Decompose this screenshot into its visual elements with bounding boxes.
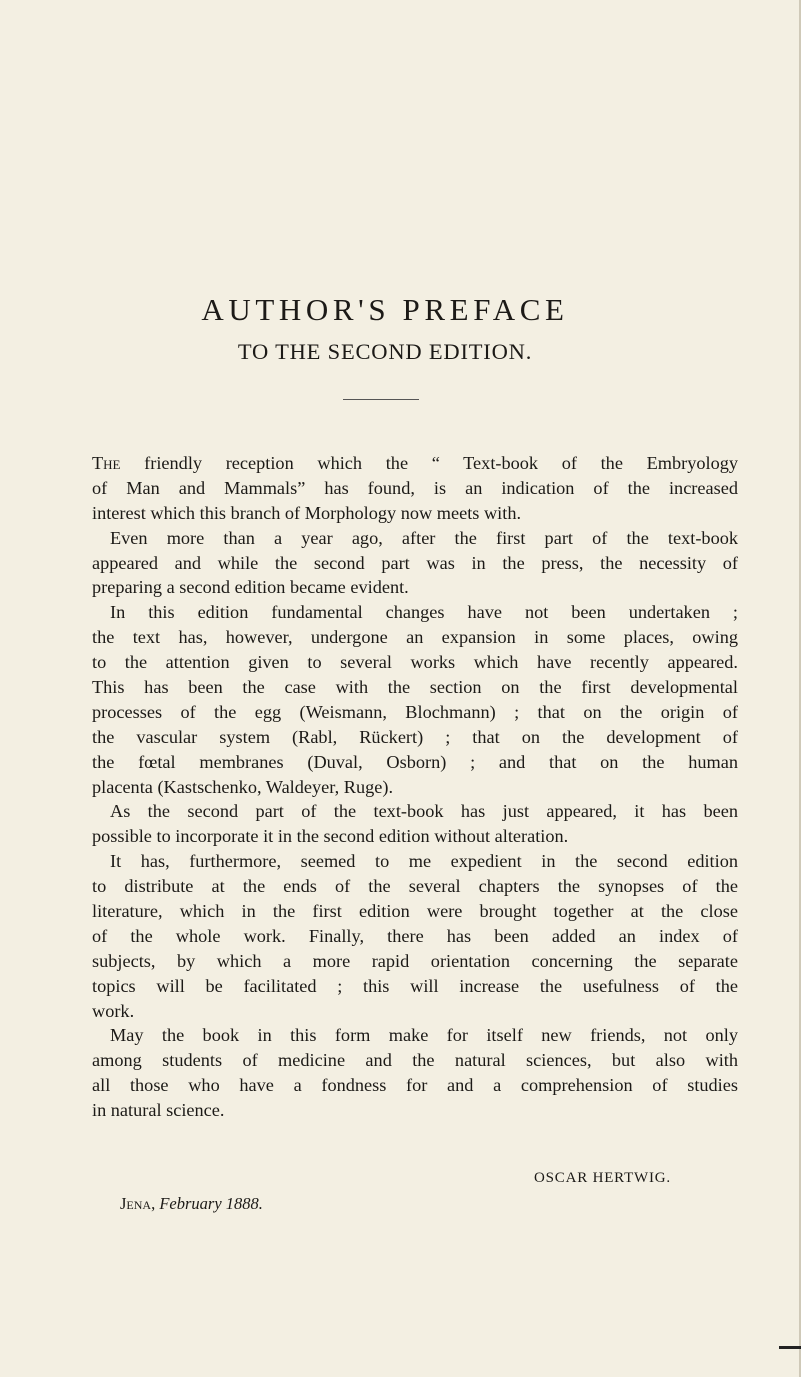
- text-line: [92, 476, 738, 501]
- preface-body: [92, 451, 738, 1123]
- line-text: the vascular system (Rabl, Rückert) ; that on the development of: [92, 726, 738, 747]
- line-text: all those who have a fondness for and a comprehension of studies: [92, 1075, 738, 1096]
- title-divider: [343, 399, 419, 400]
- text-line: [92, 625, 738, 650]
- text-line: [92, 874, 738, 899]
- text-line: [92, 999, 738, 1024]
- line-text: placenta (Kastschenko, Waldeyer, Ruge).: [92, 776, 394, 797]
- line-text: In this edition fundamental changes have not been undertaken ;: [110, 602, 738, 623]
- text-line: [92, 725, 738, 750]
- line-text: possible to incorporate it in the second edition without alteration.: [92, 826, 569, 847]
- line-text: the fœtal membranes (Duval, Osborn) ; and that on the human: [92, 751, 738, 772]
- line-text: in natural science.: [92, 1100, 225, 1121]
- text-line: [92, 1023, 738, 1048]
- line-text: processes of the egg (Weismann, Blochmann) ; that on the origin of: [92, 701, 738, 722]
- text-line: [92, 526, 738, 551]
- line-text: to the attention given to several works which have recently appeared.: [92, 652, 738, 673]
- line-text: interest which this branch of Morphology now meets with.: [92, 502, 522, 523]
- text-line: [92, 849, 738, 874]
- text-line: [92, 575, 738, 600]
- date: February 1888.: [159, 1194, 263, 1213]
- text-line: [92, 775, 738, 800]
- preface-title: AUTHOR'S PREFACE: [201, 292, 569, 327]
- text-line: [92, 501, 738, 526]
- text-line: [92, 551, 738, 576]
- text-line: [92, 1098, 738, 1123]
- text-line: [92, 650, 738, 675]
- text-line: [92, 799, 738, 824]
- line-text: the text has, however, undergone an expansion in some places, owing: [92, 627, 738, 648]
- line-text: subjects, by which a more rapid orientation concerning the separate: [92, 950, 738, 971]
- line-text: May the book in this form make for itself new friends, not only: [110, 1025, 738, 1046]
- author-signature: OSCAR HERTWIG.: [534, 1170, 671, 1186]
- line-text: It has, furthermore, seemed to me expedient in the second edition: [110, 851, 738, 872]
- text-line: [92, 1048, 738, 1073]
- place-date: [120, 1193, 263, 1215]
- text-line: [92, 600, 738, 625]
- text-line: [92, 824, 738, 849]
- line-text: to distribute at the ends of the several chapters the synopses of the: [92, 876, 738, 897]
- line-text: of the whole work. Finally, there has been added an index of: [92, 925, 738, 946]
- text-line: [92, 899, 738, 924]
- opening-word: The: [92, 453, 121, 473]
- text-line: [92, 924, 738, 949]
- text-line: [92, 750, 738, 775]
- line-text: preparing a second edition became evident.: [92, 577, 409, 598]
- line-text: appeared and while the second part was in the press, the necessity of: [92, 552, 738, 573]
- text-line: [92, 700, 738, 725]
- line-text: topics will be facilitated ; this will increase the usefulness of the: [92, 975, 738, 996]
- text-line: [92, 949, 738, 974]
- line-text: This has been the case with the section on the first developmental: [92, 677, 738, 698]
- place: Jena,: [120, 1194, 156, 1213]
- preface-subtitle: TO THE SECOND EDITION.: [237, 339, 533, 364]
- text-line: [92, 675, 738, 700]
- line-text: literature, which in the first edition were brought together at the close: [92, 901, 738, 922]
- line-text: work.: [92, 1000, 135, 1021]
- line-text: As the second part of the text-book has just appeared, it has been: [110, 801, 738, 822]
- line-text: friendly reception which the “ Text-book of the Embryology: [120, 453, 738, 473]
- text-line: [92, 974, 738, 999]
- line-text: Even more than a year ago, after the first part of the text-book: [110, 527, 738, 548]
- text-line: [92, 451, 738, 476]
- line-text: of Man and Mammals” has found, is an indication of the increased: [92, 477, 738, 498]
- text-line: [92, 1073, 738, 1098]
- line-text: among students of medicine and the natural sciences, but also with: [92, 1050, 738, 1071]
- page-edge-mark: [779, 1346, 801, 1349]
